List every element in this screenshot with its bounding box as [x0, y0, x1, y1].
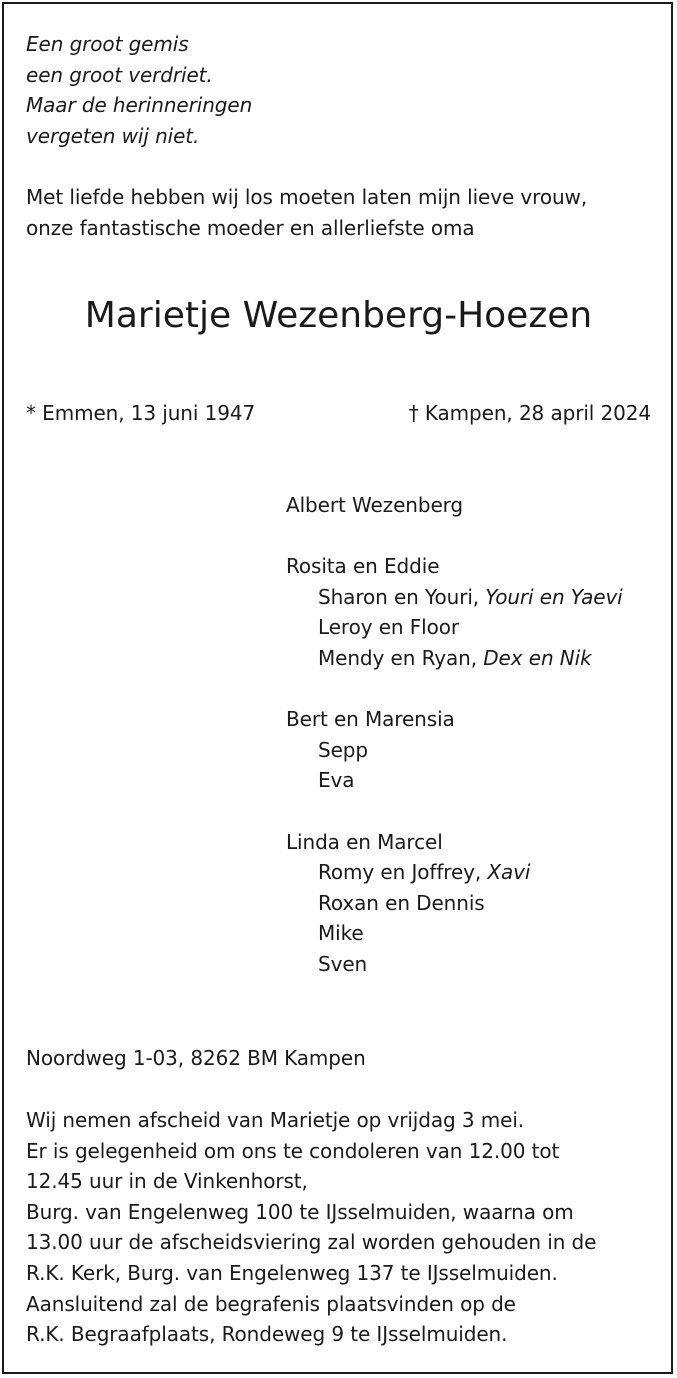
grandchild-entry — [286, 949, 623, 980]
great-grandchild-names: Xavi — [487, 860, 531, 885]
poem-line: Een groot gemis — [26, 32, 189, 56]
home-address: Noordweg 1-03, 8262 BM Kampen — [26, 1046, 366, 1070]
grandchild-name: Sepp — [318, 737, 368, 762]
intro-line: Met liefde hebben wij los moeten laten mijn lieve vrouw, — [26, 185, 588, 209]
great-grandchild-names: Dex en Nik — [483, 645, 592, 670]
grandchild-entry — [286, 735, 623, 766]
birth-info: * Emmen, 13 juni 1947 — [26, 401, 256, 425]
grandchild-name: Eva — [318, 768, 355, 793]
intro-line: onze fantastische moeder en allerliefste oma — [26, 215, 475, 240]
service-details — [26, 1105, 596, 1350]
grandchild-name: Leroy en Floor — [318, 615, 460, 640]
grandchild-name: Roxan en Dennis — [318, 890, 485, 915]
service-line: Burg. van Engelenweg 100 te IJsselmuiden, waarna om — [26, 1199, 574, 1224]
grandchild-entry: Sharon en Youri, Youri en Yaevi — [318, 584, 623, 609]
grandchild-name: Sharon en Youri — [318, 584, 473, 609]
grandchild-name: Romy en Joffrey — [318, 860, 475, 885]
grandchild-entry: Romy en Joffrey, Xavi — [318, 860, 531, 885]
grandchild-entry — [286, 918, 623, 949]
spouse-name: Albert Wezenberg — [286, 493, 464, 517]
intro-text — [26, 182, 587, 243]
service-line: Er is gelegenheid om ons te condoleren van 12.00 tot — [26, 1138, 560, 1163]
death-info: † Kampen, 28 april 2024 — [408, 401, 651, 425]
service-line: Wij nemen afscheid van Marietje op vrijdag 3 mei. — [26, 1108, 525, 1132]
service-line: 13.00 uur de afscheidsviering zal worden gehouden in de — [26, 1230, 597, 1255]
family-list — [286, 490, 623, 980]
service-line: 12.45 uur in de Vinkenhorst, — [26, 1169, 308, 1194]
poem — [26, 29, 252, 151]
grandchild-name: Mike — [318, 921, 364, 946]
service-line: R.K. Kerk, Burg. van Engelenweg 137 te IJsselmuiden. — [26, 1260, 558, 1285]
great-grandchild-names: Youri en Yaevi — [485, 584, 623, 609]
service-line: R.K. Begraafplaats, Rondeweg 9 te IJsselmuiden. — [26, 1322, 508, 1347]
poem-line: vergeten wij niet. — [26, 123, 200, 148]
poem-line: een groot verdriet. — [26, 62, 213, 87]
grandchild-entry — [286, 888, 623, 919]
grandchild-entry — [286, 765, 623, 796]
grandchild-name: Sven — [318, 951, 368, 976]
grandchild-entry — [286, 612, 623, 643]
grandchild-name: Mendy en Ryan — [318, 645, 471, 670]
poem-line: Maar de herinneringen — [26, 93, 253, 118]
deceased-name: Marietje Wezenberg-Hoezen — [84, 295, 593, 336]
grandchild-entry: Mendy en Ryan, Dex en Nik — [318, 645, 592, 670]
child-couple: Rosita en Eddie — [286, 554, 440, 579]
child-couple: Linda en Marcel — [286, 829, 443, 854]
child-couple: Bert en Marensia — [286, 707, 455, 732]
service-line: Aansluitend zal de begrafenis plaatsvinden op de — [26, 1291, 516, 1316]
